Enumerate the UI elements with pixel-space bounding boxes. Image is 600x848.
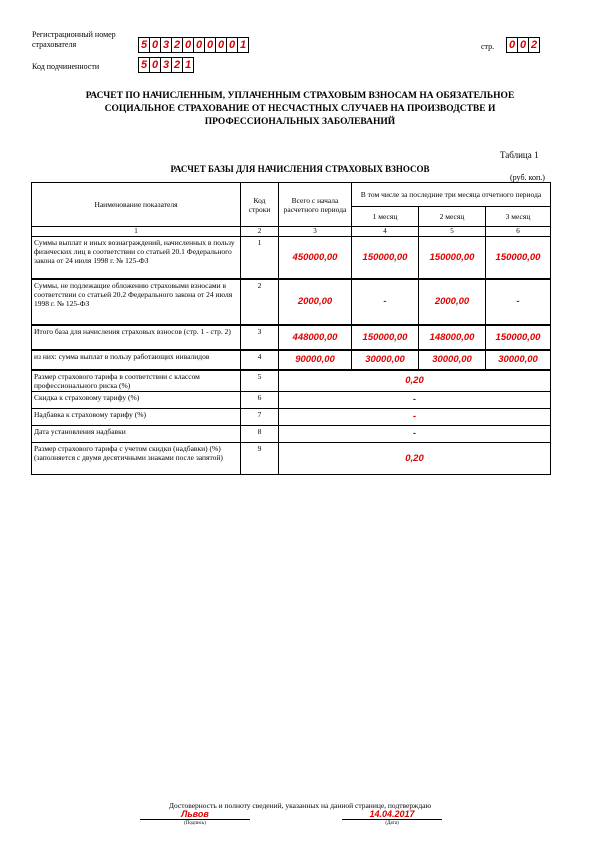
header-month-2: 2 месяц: [419, 207, 486, 227]
column-number: 6: [486, 227, 551, 237]
row-value[interactable]: -: [279, 391, 551, 408]
column-number: 3: [279, 227, 352, 237]
row-month-2[interactable]: 148000,00: [419, 325, 486, 350]
subordination-code-cells[interactable]: [138, 57, 194, 73]
row-code: 2: [241, 279, 279, 325]
row-name: Суммы выплат и иных вознаграждений, начисленных в пользу физических лиц в соответствии со статьей 20.1 Федерального закона от 24 июля 1998 г. № 125-ФЗ: [32, 237, 241, 279]
header-month-1: 1 месяц: [352, 207, 419, 227]
sub-digit-cell: 2: [171, 57, 183, 73]
page-digit-cell: 0: [517, 37, 529, 53]
row-name: Суммы, не подлежащие обложению страховыми взносами в соответствии со статьей 20.2 Федерального закона от 24 июля 1998 г. № 125-ФЗ: [32, 279, 241, 325]
reg-number-label: Регистрационный номер страхователя: [32, 30, 116, 49]
row-value[interactable]: 0,20: [279, 370, 551, 392]
row-code: 6: [241, 391, 279, 408]
table-row: [32, 279, 551, 325]
reg-digit-cell: 2: [171, 37, 183, 53]
page-number-cells[interactable]: [506, 37, 540, 53]
row-month-3[interactable]: 150000,00: [486, 237, 551, 279]
column-number: 2: [241, 227, 279, 237]
confirm-text: Достоверность и полноту сведений, указанных на данной странице, подтверждаю: [168, 801, 432, 810]
row-total[interactable]: 2000,00: [279, 279, 352, 325]
reg-digit-cell: 1: [237, 37, 249, 53]
form-title: РАСЧЕТ ПО НАЧИСЛЕННЫМ, УПЛАЧЕННЫМ СТРАХОВЫМ ВЗНОСАМ НА ОБЯЗАТЕЛЬНОЕ СОЦИАЛЬНОЕ СТРАХОВАНИЕ ОТ НЕСЧАСТНЫХ СЛУЧАЕВ НА ПРОИЗВОДСТВЕ И ПРОФЕССИОНАЛЬНЫХ ЗАБОЛЕВАНИЙ: [85, 91, 515, 127]
date-caption: (Дата): [385, 821, 399, 826]
column-number: 1: [32, 227, 241, 237]
row-name: Надбавка к страховому тарифу (%): [32, 408, 241, 425]
sub-digit-cell: 0: [149, 57, 161, 73]
row-month-2[interactable]: 30000,00: [419, 350, 486, 370]
signature[interactable]: Львов: [140, 809, 250, 820]
column-number: 5: [419, 227, 486, 237]
table-row: [32, 237, 551, 279]
table-row: [32, 325, 551, 350]
row-name: из них: сумма выплат в пользу работающих инвалидов: [32, 350, 241, 370]
row-total[interactable]: 450000,00: [279, 237, 352, 279]
row-value[interactable]: -: [279, 408, 551, 425]
row-month-2[interactable]: 2000,00: [419, 279, 486, 325]
page-label: стр.: [481, 42, 495, 51]
row-code: 1: [241, 237, 279, 279]
row-month-2[interactable]: 150000,00: [419, 237, 486, 279]
row-month-3[interactable]: 30000,00: [486, 350, 551, 370]
row-total[interactable]: 448000,00: [279, 325, 352, 350]
table-row: [32, 391, 551, 408]
header-month-3: 3 месяц: [486, 207, 551, 227]
row-month-3[interactable]: -: [486, 279, 551, 325]
reg-number-cells[interactable]: [138, 37, 249, 53]
row-code: 5: [241, 370, 279, 392]
table-row: [32, 442, 551, 474]
subordination-label: Код подчиненности: [32, 62, 100, 71]
row-month-1[interactable]: 150000,00: [352, 325, 419, 350]
reg-digit-cell: 0: [226, 37, 238, 53]
row-code: 9: [241, 442, 279, 474]
row-name: Итого база для начисления страховых взносов (стр. 1 - стр. 2): [32, 325, 241, 350]
reg-digit-cell: 0: [204, 37, 216, 53]
row-code: 4: [241, 350, 279, 370]
table-row: [32, 425, 551, 442]
contribution-base-table: [31, 182, 551, 475]
reg-digit-cell: 0: [215, 37, 227, 53]
column-number: 4: [352, 227, 419, 237]
reg-digit-cell: 0: [193, 37, 205, 53]
row-month-3[interactable]: 150000,00: [486, 325, 551, 350]
row-month-1[interactable]: 150000,00: [352, 237, 419, 279]
header-last-three: В том числе за последние три месяца отчетного периода: [352, 183, 551, 207]
reg-digit-cell: 5: [138, 37, 150, 53]
row-code: 8: [241, 425, 279, 442]
row-code: 7: [241, 408, 279, 425]
header-total: Всего с начала расчетного периода: [279, 183, 352, 227]
units-label: (руб. коп.): [510, 173, 545, 182]
reg-digit-cell: 0: [182, 37, 194, 53]
date-field[interactable]: 14.04.2017: [342, 809, 442, 820]
table-title: РАСЧЕТ БАЗЫ ДЛЯ НАЧИСЛЕНИЯ СТРАХОВЫХ ВЗНОСОВ: [170, 164, 430, 174]
row-month-1[interactable]: -: [352, 279, 419, 325]
signature-block: [140, 809, 250, 827]
sub-digit-cell: 3: [160, 57, 172, 73]
reg-digit-cell: 0: [149, 37, 161, 53]
signature-caption: (Подпись): [184, 821, 206, 826]
row-name: Скидка к страховому тарифу (%): [32, 391, 241, 408]
table-row: [32, 408, 551, 425]
row-name: Размер страхового тарифа с учетом скидки (надбавки) (%) (заполняется с двумя десятичными знаками после запятой): [32, 442, 241, 474]
date-block: [342, 809, 442, 827]
row-name: Размер страхового тарифа в соответствии с классом профессионального риска (%): [32, 370, 241, 392]
sub-digit-cell: 5: [138, 57, 150, 73]
row-month-1[interactable]: 30000,00: [352, 350, 419, 370]
row-code: 3: [241, 325, 279, 350]
page-digit-cell: 0: [506, 37, 518, 53]
row-name: Дата установления надбавки: [32, 425, 241, 442]
header-code: Код строки: [241, 183, 279, 227]
row-total[interactable]: 90000,00: [279, 350, 352, 370]
table-label: Таблица 1: [500, 150, 539, 160]
reg-digit-cell: 3: [160, 37, 172, 53]
row-value[interactable]: 0,20: [279, 442, 551, 474]
sub-digit-cell: 1: [182, 57, 194, 73]
row-value[interactable]: -: [279, 425, 551, 442]
page-digit-cell: 2: [528, 37, 540, 53]
table-row: [32, 370, 551, 392]
header-name: Наименование показателя: [32, 183, 241, 227]
table-row: [32, 350, 551, 370]
